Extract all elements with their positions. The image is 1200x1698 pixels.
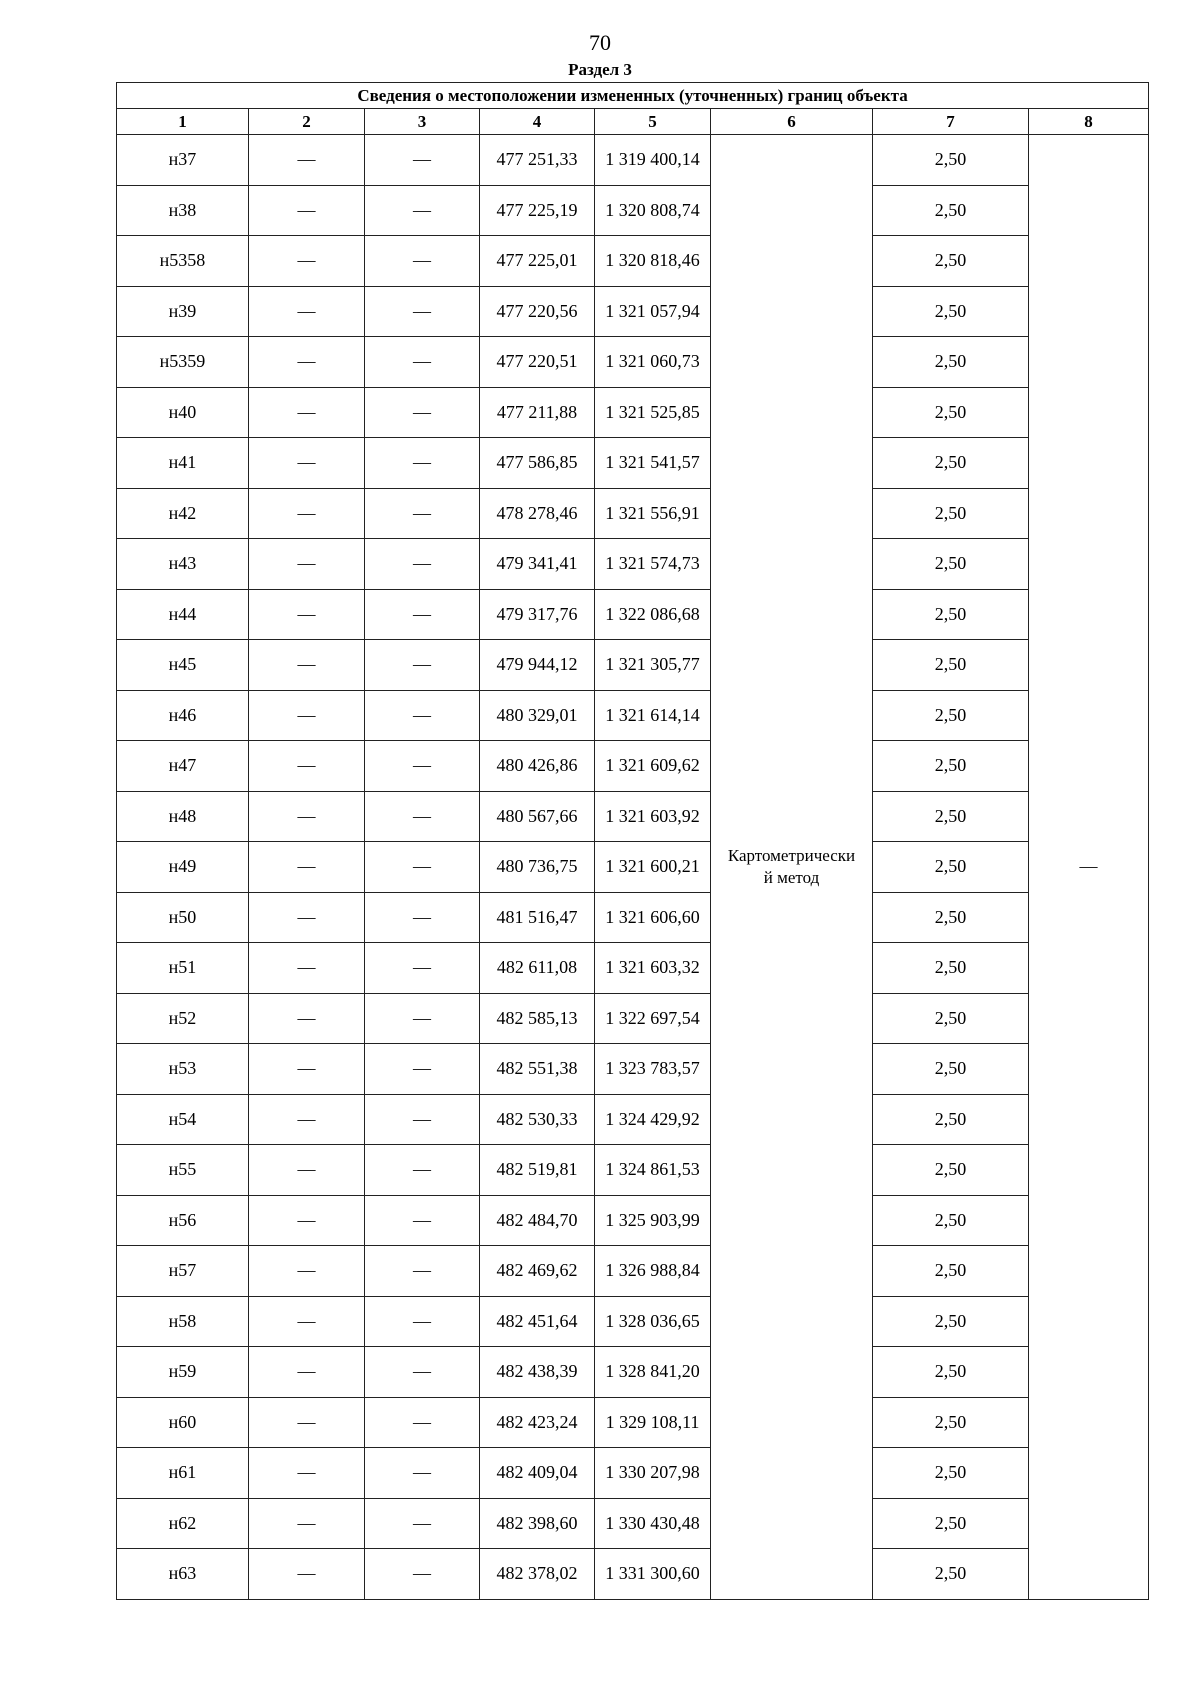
col2-cell: — [249,387,365,438]
col3-cell: — [365,589,480,640]
col3-cell: — [365,791,480,842]
x-coordinate-cell: 479 944,12 [480,640,595,691]
col3-cell: — [365,842,480,893]
point-id-cell: н52 [117,993,249,1044]
point-id-cell: н55 [117,1145,249,1196]
point-id-cell: н45 [117,640,249,691]
col2-cell: — [249,993,365,1044]
table-body [117,135,1149,1600]
x-coordinate-cell: 482 484,70 [480,1195,595,1246]
x-coordinate-cell: 480 329,01 [480,690,595,741]
point-id-cell: н63 [117,1549,249,1600]
table-row [117,741,1149,792]
col3-cell: — [365,1044,480,1095]
col3-cell: — [365,892,480,943]
table-title: Сведения о местоположении измененных (уточненных) границ объекта [117,83,1149,109]
table-row [117,1347,1149,1398]
point-id-cell: н5358 [117,236,249,287]
point-id-cell: н5359 [117,337,249,388]
point-id-cell: н59 [117,1347,249,1398]
point-id-cell: н58 [117,1296,249,1347]
accuracy-cell: 2,50 [873,387,1029,438]
table-row [117,892,1149,943]
col3-cell: — [365,286,480,337]
table-row [117,135,1149,186]
y-coordinate-cell: 1 320 808,74 [595,185,711,236]
table-row [117,286,1149,337]
accuracy-cell: 2,50 [873,1246,1029,1297]
accuracy-cell: 2,50 [873,741,1029,792]
accuracy-cell: 2,50 [873,337,1029,388]
x-coordinate-cell: 482 378,02 [480,1549,595,1600]
col2-cell: — [249,791,365,842]
y-coordinate-cell: 1 321 603,92 [595,791,711,842]
col3-cell: — [365,1498,480,1549]
accuracy-cell: 2,50 [873,488,1029,539]
section-title: Раздел 3 [568,60,632,79]
accuracy-cell: 2,50 [873,1195,1029,1246]
table-row [117,539,1149,590]
table-row [117,640,1149,691]
method-text-line2: й метод [763,867,820,887]
point-id-cell: н61 [117,1448,249,1499]
table-row [117,943,1149,994]
point-id-cell: н49 [117,842,249,893]
y-coordinate-cell: 1 321 057,94 [595,286,711,337]
y-coordinate-cell: 1 321 305,77 [595,640,711,691]
x-coordinate-cell: 482 409,04 [480,1448,595,1499]
column-number: 8 [1029,109,1149,135]
accuracy-cell: 2,50 [873,1397,1029,1448]
col3-cell: — [365,488,480,539]
col2-cell: — [249,539,365,590]
col2-cell: — [249,1448,365,1499]
point-id-cell: н41 [117,438,249,489]
accuracy-cell: 2,50 [873,1549,1029,1600]
x-coordinate-cell: 478 278,46 [480,488,595,539]
y-coordinate-cell: 1 321 541,57 [595,438,711,489]
col2-cell: — [249,690,365,741]
y-coordinate-cell: 1 322 697,54 [595,993,711,1044]
col2-cell: — [249,337,365,388]
accuracy-cell: 2,50 [873,1044,1029,1095]
point-id-cell: н42 [117,488,249,539]
table-row [117,438,1149,489]
col3-cell: — [365,1094,480,1145]
col2-cell: — [249,488,365,539]
x-coordinate-cell: 482 585,13 [480,993,595,1044]
x-coordinate-cell: 480 567,66 [480,791,595,842]
col2-cell: — [249,1094,365,1145]
col2-cell: — [249,1347,365,1398]
x-coordinate-cell: 477 211,88 [480,387,595,438]
x-coordinate-cell: 480 736,75 [480,842,595,893]
col2-cell: — [249,1296,365,1347]
method-cell [711,135,873,1600]
col3-cell: — [365,1448,480,1499]
y-coordinate-cell: 1 321 060,73 [595,337,711,388]
table-row [117,690,1149,741]
x-coordinate-cell: 482 451,64 [480,1296,595,1347]
x-coordinate-cell: 482 469,62 [480,1246,595,1297]
accuracy-cell: 2,50 [873,1347,1029,1398]
y-coordinate-cell: 1 329 108,11 [595,1397,711,1448]
col3-cell: — [365,690,480,741]
col3-cell: — [365,943,480,994]
col2-cell: — [249,892,365,943]
y-coordinate-cell: 1 328 841,20 [595,1347,711,1398]
col2-cell: — [249,589,365,640]
point-id-cell: н44 [117,589,249,640]
y-coordinate-cell: 1 321 556,91 [595,488,711,539]
point-id-cell: н51 [117,943,249,994]
table-row [117,236,1149,287]
x-coordinate-cell: 482 438,39 [480,1347,595,1398]
y-coordinate-cell: 1 326 988,84 [595,1246,711,1297]
y-coordinate-cell: 1 331 300,60 [595,1549,711,1600]
x-coordinate-cell: 482 519,81 [480,1145,595,1196]
x-coordinate-cell: 477 251,33 [480,135,595,186]
accuracy-cell: 2,50 [873,438,1029,489]
accuracy-cell: 2,50 [873,539,1029,590]
y-coordinate-cell: 1 321 600,21 [595,842,711,893]
accuracy-cell: 2,50 [873,842,1029,893]
accuracy-cell: 2,50 [873,1145,1029,1196]
y-coordinate-cell: 1 321 606,60 [595,892,711,943]
y-coordinate-cell: 1 319 400,14 [595,135,711,186]
point-id-cell: н60 [117,1397,249,1448]
col3-cell: — [365,539,480,590]
y-coordinate-cell: 1 321 603,32 [595,943,711,994]
boundary-table [116,82,1149,1600]
y-coordinate-cell: 1 324 429,92 [595,1094,711,1145]
accuracy-cell: 2,50 [873,892,1029,943]
accuracy-cell: 2,50 [873,993,1029,1044]
table-row [117,842,1149,893]
col8-cell: — [1029,135,1149,1600]
table-row [117,1448,1149,1499]
col3-cell: — [365,640,480,691]
point-id-cell: н54 [117,1094,249,1145]
col3-cell: — [365,1195,480,1246]
col2-cell: — [249,1397,365,1448]
table-row [117,589,1149,640]
table-row [117,993,1149,1044]
point-id-cell: н62 [117,1498,249,1549]
y-coordinate-cell: 1 322 086,68 [595,589,711,640]
x-coordinate-cell: 477 586,85 [480,438,595,489]
col2-cell: — [249,1246,365,1297]
col3-cell: — [365,1549,480,1600]
x-coordinate-cell: 481 516,47 [480,892,595,943]
y-coordinate-cell: 1 321 609,62 [595,741,711,792]
x-coordinate-cell: 477 220,56 [480,286,595,337]
x-coordinate-cell: 482 611,08 [480,943,595,994]
y-coordinate-cell: 1 321 614,14 [595,690,711,741]
x-coordinate-cell: 479 341,41 [480,539,595,590]
col3-cell: — [365,993,480,1044]
column-number: 3 [365,109,480,135]
accuracy-cell: 2,50 [873,236,1029,287]
accuracy-cell: 2,50 [873,943,1029,994]
accuracy-cell: 2,50 [873,135,1029,186]
table-row [117,791,1149,842]
point-id-cell: н53 [117,1044,249,1095]
x-coordinate-cell: 477 220,51 [480,337,595,388]
column-number: 4 [480,109,595,135]
point-id-cell: н46 [117,690,249,741]
table-row [117,1549,1149,1600]
col2-cell: — [249,1549,365,1600]
col2-cell: — [249,1195,365,1246]
col2-cell: — [249,741,365,792]
point-id-cell: н38 [117,185,249,236]
y-coordinate-cell: 1 321 574,73 [595,539,711,590]
col3-cell: — [365,1296,480,1347]
col2-cell: — [249,943,365,994]
col3-cell: — [365,337,480,388]
x-coordinate-cell: 482 551,38 [480,1044,595,1095]
accuracy-cell: 2,50 [873,791,1029,842]
table-row [117,1195,1149,1246]
col2-cell: — [249,640,365,691]
accuracy-cell: 2,50 [873,690,1029,741]
y-coordinate-cell: 1 325 903,99 [595,1195,711,1246]
col2-cell: — [249,842,365,893]
point-id-cell: н39 [117,286,249,337]
y-coordinate-cell: 1 330 430,48 [595,1498,711,1549]
table-row [117,1397,1149,1448]
accuracy-cell: 2,50 [873,589,1029,640]
point-id-cell: н43 [117,539,249,590]
col3-cell: — [365,387,480,438]
col2-cell: — [249,185,365,236]
accuracy-cell: 2,50 [873,640,1029,691]
col3-cell: — [365,185,480,236]
point-id-cell: н57 [117,1246,249,1297]
accuracy-cell: 2,50 [873,286,1029,337]
col3-cell: — [365,1347,480,1398]
col2-cell: — [249,1044,365,1095]
accuracy-cell: 2,50 [873,1498,1029,1549]
column-number-row [117,109,1149,135]
col3-cell: — [365,236,480,287]
col2-cell: — [249,438,365,489]
table-row [117,1094,1149,1145]
point-id-cell: н48 [117,791,249,842]
col3-cell: — [365,1246,480,1297]
col2-cell: — [249,1145,365,1196]
x-coordinate-cell: 482 398,60 [480,1498,595,1549]
table-row [117,1246,1149,1297]
table-row [117,1296,1149,1347]
column-number: 5 [595,109,711,135]
method-text-line1: Картометрически [727,845,856,865]
col3-cell: — [365,135,480,186]
accuracy-cell: 2,50 [873,1296,1029,1347]
point-id-cell: н37 [117,135,249,186]
x-coordinate-cell: 482 423,24 [480,1397,595,1448]
column-number: 6 [711,109,873,135]
table-row [117,1044,1149,1095]
column-number: 2 [249,109,365,135]
y-coordinate-cell: 1 321 525,85 [595,387,711,438]
accuracy-cell: 2,50 [873,1448,1029,1499]
y-coordinate-cell: 1 328 036,65 [595,1296,711,1347]
table-row [117,387,1149,438]
table-row [117,185,1149,236]
table-row [117,1145,1149,1196]
col3-cell: — [365,1397,480,1448]
col2-cell: — [249,286,365,337]
y-coordinate-cell: 1 323 783,57 [595,1044,711,1095]
x-coordinate-cell: 482 530,33 [480,1094,595,1145]
point-id-cell: н56 [117,1195,249,1246]
x-coordinate-cell: 480 426,86 [480,741,595,792]
column-number: 7 [873,109,1029,135]
y-coordinate-cell: 1 320 818,46 [595,236,711,287]
column-number: 1 [117,109,249,135]
x-coordinate-cell: 477 225,01 [480,236,595,287]
table-row [117,1498,1149,1549]
point-id-cell: н40 [117,387,249,438]
col2-cell: — [249,236,365,287]
accuracy-cell: 2,50 [873,185,1029,236]
y-coordinate-cell: 1 330 207,98 [595,1448,711,1499]
col3-cell: — [365,438,480,489]
col3-cell: — [365,1145,480,1196]
table-row [117,337,1149,388]
accuracy-cell: 2,50 [873,1094,1029,1145]
col3-cell: — [365,741,480,792]
point-id-cell: н50 [117,892,249,943]
x-coordinate-cell: 477 225,19 [480,185,595,236]
col2-cell: — [249,1498,365,1549]
y-coordinate-cell: 1 324 861,53 [595,1145,711,1196]
col2-cell: — [249,135,365,186]
table-row [117,488,1149,539]
x-coordinate-cell: 479 317,76 [480,589,595,640]
page-number: 70 [589,30,611,55]
point-id-cell: н47 [117,741,249,792]
